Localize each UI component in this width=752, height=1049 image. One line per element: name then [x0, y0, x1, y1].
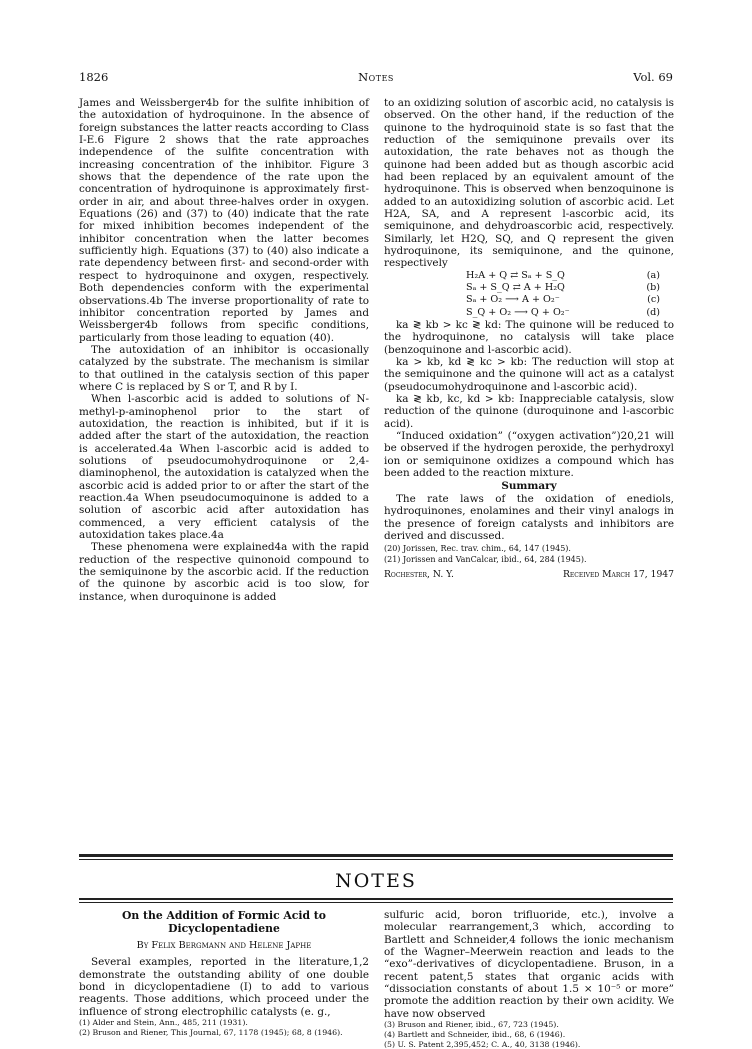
- divider-rule: [79, 898, 673, 900]
- summary-heading: Summary: [501, 480, 557, 493]
- equation-a: [384, 270, 674, 282]
- column-left-top: [79, 97, 369, 603]
- place: Rochester, N. Y.: [384, 569, 454, 581]
- paragraph: “Induced oxidation” (“oxygen activation”)20,21 will be observed if the hydrogen peroxide, the perhydroxyl ion or semiquinone oxidizes a compound which has been added to the reaction mixture.: [384, 430, 674, 480]
- equation-label: (b): [646, 282, 660, 294]
- paragraph: James and Weissberger4b for the sulfite inhibition of the autoxidation of hydroquinone. In the absence of foreign substances the latter reacts according to Class I-E.6 Figure 2 shows that the rate approaches independence of the sulfite concentration with increasing concentration of the inhibitor. Figure 3 shows that the dependence of the rate upon the concentration of hydroquinone is approximately first-order in air, and about three-halves order in oxygen. Equations (26) and (37) to (40) indicate that the rate for mixed inhibition becomes independent of the inhibitor concentration when the latter becomes sufficiently high. Equations (37) to (40) also indicate a rate dependency between first- and second-order with respect to hydroquinone and oxygen, respectively. Both dependencies conform with the experimental observations.4b The inverse proportionality of rate to inhibitor concentration reported by James and Weissberger4b follows from specific conditions, particularly from those leading to equation (40).: [79, 97, 369, 344]
- article-authors: By Felix Bergmann and Helene Japhe: [136, 940, 312, 951]
- page-number: 1826: [79, 70, 109, 84]
- summary-text: The rate laws of the oxidation of enediols, hydroquinones, enolamines and their vinyl analogs in the presence of foreign catalysts and inhibitors are derived and discussed.: [384, 492, 674, 542]
- article-title: On the Addition of Formic Acid to Dicyclopentadiene: [122, 909, 326, 935]
- paragraph: When l-ascorbic acid is added to solutions of N-methyl-p-aminophenol prior to the start of autoxidation, the reaction is inhibited, but if it is added after the start of the autoxidation, the reaction is accelerated.4a When l-ascorbic acid is added to solutions of pseudocumohydroquinone or 2,4-diaminophenol, the autoxidation is catalyzed when the ascorbic acid is added prior to or after the start of the reaction.4a When pseudocumoquinone is added to a solution of ascorbic acid after autoxidation has commenced, a very efficient catalysis of the autoxidation takes place.4a: [79, 393, 369, 542]
- equation-formula: H₂A + Q ⇄ Sₐ + S_Q: [466, 269, 565, 281]
- paragraph: The autoxidation of an inhibitor is occasionally catalyzed by the substrate. The mechanism is similar to that outlined in the catalysis section of this paper where C is replaced by S or T, and R by I.: [79, 343, 369, 393]
- footnote: (1) Alder and Stein, Ann., 485, 211 (1931).: [79, 1018, 248, 1028]
- paragraph: to an oxidizing solution of ascorbic acid, no catalysis is observed. On the other hand, if the reduction of the quinone to the hydroquinoid state is so fast that the reduction of the semiquinone prevails over its autoxidation, the rate behaves not as though the quinone had been added but as though ascorbic acid had been replaced by an equivalent amount of the hydroquinone. This is observed when benzoquinone is added to an autoxidizing solution of ascorbic acid. Let H2A, SA, and A represent l-ascorbic acid, its semiquinone, and dehydroascorbic acid, respectively. Similarly, let H2Q, SQ, and Q represent the given hydroquinone, its semiquinone, and the quinone, respectively: [384, 97, 674, 270]
- equation-formula: Sₐ + S_Q ⇄ A + H₂Q: [466, 282, 565, 294]
- footnote: (4) Bartlett and Schneider, ibid., 68, 6 (1946).: [384, 1029, 566, 1039]
- column-right-bottom: [384, 909, 674, 1049]
- volume-label: Vol. 69: [633, 70, 673, 84]
- footnote: (3) Bruson and Riener, ibid., 67, 723 (1945).: [384, 1020, 559, 1030]
- divider-rule: [79, 902, 673, 903]
- running-header: [79, 70, 673, 86]
- paragraph: sulfuric acid, boron trifluoride, etc.), involve a molecular rearrangement,3 which, according to Bartlett and Schneider,4 follows the ionic mechanism of the Wagner–Meerwein reaction and leads to the “exo”-derivatives of dicyclopentadiene. Bruson, in a recent patent,5 states that organic acids with “dissociation constants of about 1.5 × 10⁻⁵ or more” promote the addition reaction by their own acidity. We have now observed: [384, 909, 674, 1020]
- section-heading: NOTES: [335, 870, 417, 892]
- column-left-bottom: [79, 909, 369, 1038]
- equation-formula: Sₐ + O₂ ⟶ A + O₂⁻: [466, 294, 560, 306]
- equation-label: (d): [646, 306, 660, 318]
- received-date: Received March 17, 1947: [563, 569, 674, 581]
- equation-label: (c): [647, 294, 660, 306]
- paragraph: ka ≷ kb > kc ≷ kd: The quinone will be reduced to the hydroquinone, no catalysis will take place (benzoquinone and l-ascorbic acid).: [384, 319, 674, 356]
- paragraph: Several examples, reported in the literature,1,2 demonstrate the outstanding ability of one double bond in dicyclopentadiene (I) to add to various reagents. Those additions, which proceed under the influence of strong electrophilic catalysts (e. g.,: [79, 956, 369, 1018]
- running-title: Notes: [358, 70, 394, 84]
- equation-d: [384, 307, 674, 319]
- reference-item: (21) Jorissen and VanCalcar, ibid., 64, 284 (1945).: [384, 554, 587, 564]
- equation-b: [384, 282, 674, 294]
- paragraph: ka ≷ kb, kc, kd > kb: Inappreciable catalysis, slow reduction of the quinone (duroquinone and l-ascorbic acid).: [384, 393, 674, 430]
- equation-c: [384, 294, 674, 306]
- divider-rule: [79, 854, 673, 857]
- footnote: (5) U. S. Patent 2,395,452; C. A., 40, 3138 (1946).: [384, 1039, 581, 1049]
- equation-formula: S_Q + O₂ ⟶ Q + O₂⁻: [466, 306, 570, 318]
- references: [384, 544, 674, 565]
- equation-label: (a): [646, 269, 660, 281]
- paragraph: These phenomena were explained4a with the rapid reduction of the respective quinonoid compound to the semiquinone by the ascorbic acid. If the reduction of the quinone by ascorbic acid is too slow, for instance, when duroquinone is added: [79, 541, 369, 603]
- footnote: (2) Bruson and Riener, This Journal, 67, 1178 (1945); 68, 8 (1946).: [79, 1027, 343, 1037]
- divider-rule: [79, 859, 673, 860]
- paragraph: ka > kb, kd ≷ kc > kb: The reduction will stop at the semiquinone and the quinone will act as a catalyst (pseudocumohydroquinone and l-ascorbic acid).: [384, 356, 674, 393]
- reference-item: (20) Jorissen, Rec. trav. chim., 64, 147 (1945).: [384, 544, 571, 554]
- signature-line: [384, 569, 674, 581]
- column-right-top: [384, 97, 674, 581]
